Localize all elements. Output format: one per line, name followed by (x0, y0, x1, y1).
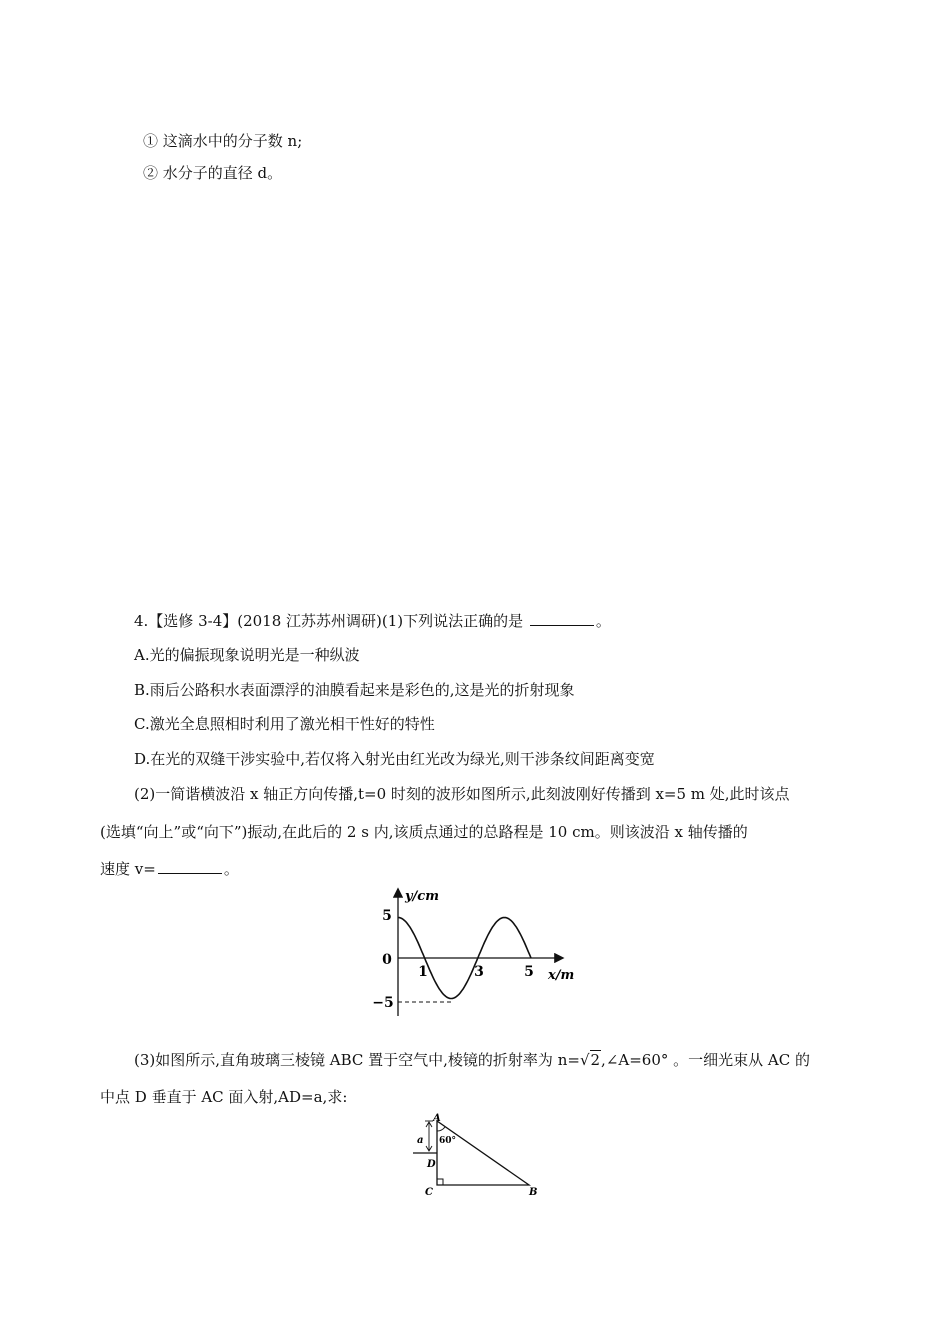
q3-item-1: ① 这滴水中的分子数 n; (143, 132, 303, 150)
q4-header (134, 611, 611, 631)
prism-triangle (437, 1121, 529, 1185)
q4-part2-line1: (2)一简谐横波沿 x 轴正方向传播,t=0 时刻的波形如图所示,此刻波刚好传播到 x=5 m 处,此时该点 (134, 785, 790, 803)
wave-graph (355, 884, 585, 1019)
q3-item-2: ② 水分子的直径 d。 (143, 164, 283, 182)
label-c-vertex: C (425, 1187, 433, 1198)
part3-text-start: (3)如图所示,直角玻璃三棱镜 ABC 置于空气中,棱镜的折射率为 n= (134, 1051, 580, 1069)
q4-option-c: C.激光全息照相时利用了激光相干性好的特性 (134, 715, 435, 733)
label-angle: 60° (439, 1136, 457, 1146)
x-axis-label: x/m (548, 968, 575, 983)
answer-blank-2[interactable] (158, 859, 222, 874)
q4-part2-line3 (100, 859, 239, 879)
answer-blank-1[interactable] (530, 611, 594, 626)
velocity-label: 速度 v= (100, 860, 156, 878)
y-tick-5: 5 (382, 908, 392, 924)
q4-part3-line1 (134, 1050, 810, 1070)
q4-option-d: D.在光的双缝干涉实验中,若仅将入射光由红光改为绿光,则干涉条纹间距离变宽 (134, 750, 655, 768)
velocity-end: 。 (223, 860, 239, 878)
label-b-vertex: B (529, 1187, 538, 1198)
sqrt-value: 2 (590, 1051, 601, 1069)
y-tick-0: 0 (382, 952, 392, 968)
sqrt-expression: √2 (579, 1051, 601, 1069)
q4-header-text: 4.【选修 3-4】(2018 江苏苏州调研)(1)下列说法正确的是 (134, 612, 524, 630)
right-angle-mark (437, 1179, 443, 1185)
q4-option-b: B.雨后公路积水表面漂浮的油膜看起来是彩色的,这是光的折射现象 (134, 681, 575, 699)
q4-part3-line2: 中点 D 垂直于 AC 面入射,AD=a,求: (100, 1088, 348, 1106)
q4-part2-line2: (选填“向上”或“向下”)振动,在此后的 2 s 内,该质点通过的总路程是 10 cm。则该波沿 x 轴传播的 (100, 823, 748, 841)
label-a-length: a (417, 1135, 424, 1146)
part3-text-end: ,∠A=60° 。一细光束从 AC 的 (601, 1051, 810, 1069)
x-tick-5: 5 (524, 964, 534, 980)
q4-option-a: A.光的偏振现象说明光是一种纵波 (134, 646, 360, 664)
label-d-point: D (427, 1159, 436, 1170)
x-tick-3: 3 (474, 964, 484, 980)
angle-arc (437, 1127, 445, 1131)
y-axis-label: y/cm (405, 889, 439, 904)
prism-figure (405, 1113, 555, 1198)
q4-header-end: 。 (595, 612, 611, 630)
y-tick-minus5: −5 (372, 995, 394, 1011)
label-a-vertex: A (433, 1113, 441, 1124)
x-tick-1: 1 (418, 964, 428, 980)
